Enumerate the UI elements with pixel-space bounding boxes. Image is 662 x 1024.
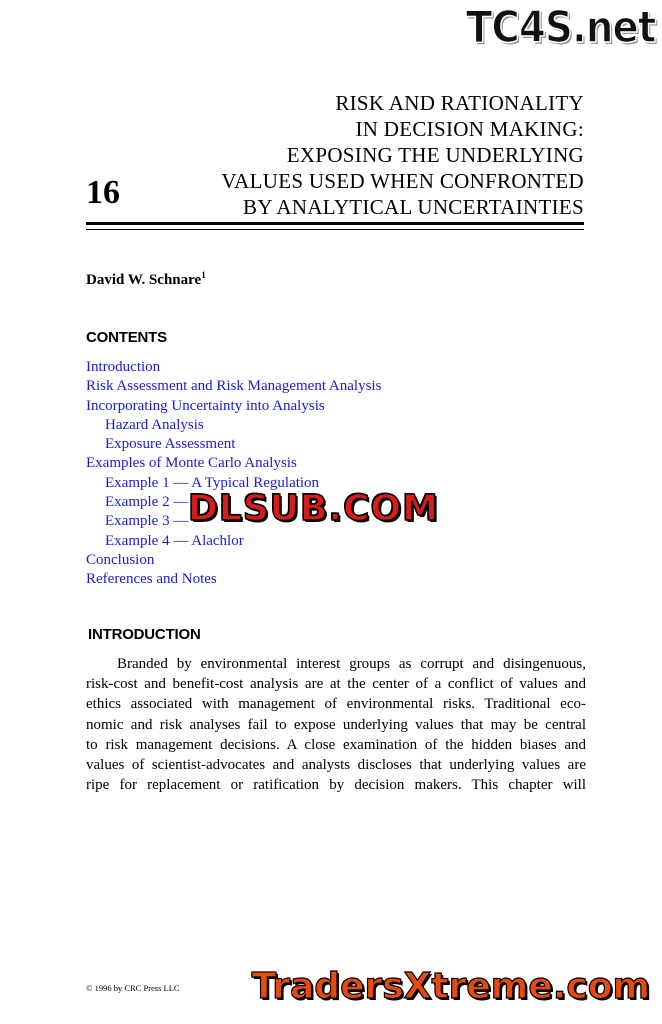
toc-link-example-1[interactable]: Example 1 — A Typical Regulation xyxy=(105,474,320,491)
paragraph-line: ethics associated with management of environmental risks. Traditional eco- xyxy=(86,696,586,713)
chapter-number: 16 xyxy=(86,174,120,211)
paragraph-line: nomic and risk analyses fail to expose underlying values that may be central xyxy=(86,716,586,733)
introduction-paragraph xyxy=(86,654,586,795)
toc-link-example-2[interactable]: Example 2 — xyxy=(105,494,189,511)
toc-link-monte-carlo-examples[interactable]: Examples of Monte Carlo Analysis xyxy=(86,455,297,472)
table-of-contents xyxy=(86,358,381,590)
title-line: VALUES USED WHEN CONFRONTED xyxy=(221,169,584,193)
watermark-tradersxtreme: TradersXtreme.com xyxy=(251,966,650,1007)
toc-link-exposure-assessment[interactable]: Exposure Assessment xyxy=(105,436,236,453)
title-rule-thin xyxy=(86,229,584,230)
title-line: BY ANALYTICAL UNCERTAINTIES xyxy=(243,195,584,219)
watermark-dlsub: DLSUB.COM xyxy=(188,488,439,529)
title-line: RISK AND RATIONALITY xyxy=(335,91,584,115)
title-rule-thick xyxy=(86,222,584,225)
author-line xyxy=(86,272,206,289)
toc-link-example-4[interactable]: Example 4 — Alachlor xyxy=(105,532,244,549)
toc-link-incorporating-uncertainty[interactable]: Incorporating Uncertainty into Analysis xyxy=(86,397,325,414)
toc-link-risk-assessment[interactable]: Risk Assessment and Risk Management Analysis xyxy=(86,378,382,395)
paragraph-line: to risk management decisions. A close examination of the hidden biases and xyxy=(86,736,586,753)
paragraph-line: ripe for replacement or ratification by decision makers. This chapter will xyxy=(86,777,586,794)
paragraph-line: Branded by environmental interest groups as corrupt and disingenuous, xyxy=(117,656,586,672)
watermark-tc4s: TC4S.net xyxy=(466,2,656,53)
toc-link-example-3[interactable]: Example 3 — xyxy=(105,513,189,530)
paragraph-line: values of scientist-advocates and analysts discloses that underlying values are xyxy=(86,757,586,774)
title-line: EXPOSING THE UNDERLYING xyxy=(286,143,584,167)
author-name: David W. Schnare xyxy=(86,272,202,288)
author-footnote-marker: 1 xyxy=(201,270,206,280)
title-line: IN DECISION MAKING: xyxy=(355,117,584,141)
introduction-heading: INTRODUCTION xyxy=(88,626,201,643)
toc-link-references[interactable]: References and Notes xyxy=(86,571,217,588)
paragraph-line: risk-cost and benefit-cost analysis are at the center of a conflict of values and xyxy=(86,676,586,693)
toc-link-introduction[interactable]: Introduction xyxy=(86,359,161,375)
toc-link-conclusion[interactable]: Conclusion xyxy=(86,551,155,568)
chapter-title xyxy=(221,90,584,220)
toc-link-hazard-analysis[interactable]: Hazard Analysis xyxy=(105,416,204,433)
contents-heading: CONTENTS xyxy=(86,329,167,346)
copyright-notice: © 1996 by CRC Press LLC xyxy=(86,983,180,993)
